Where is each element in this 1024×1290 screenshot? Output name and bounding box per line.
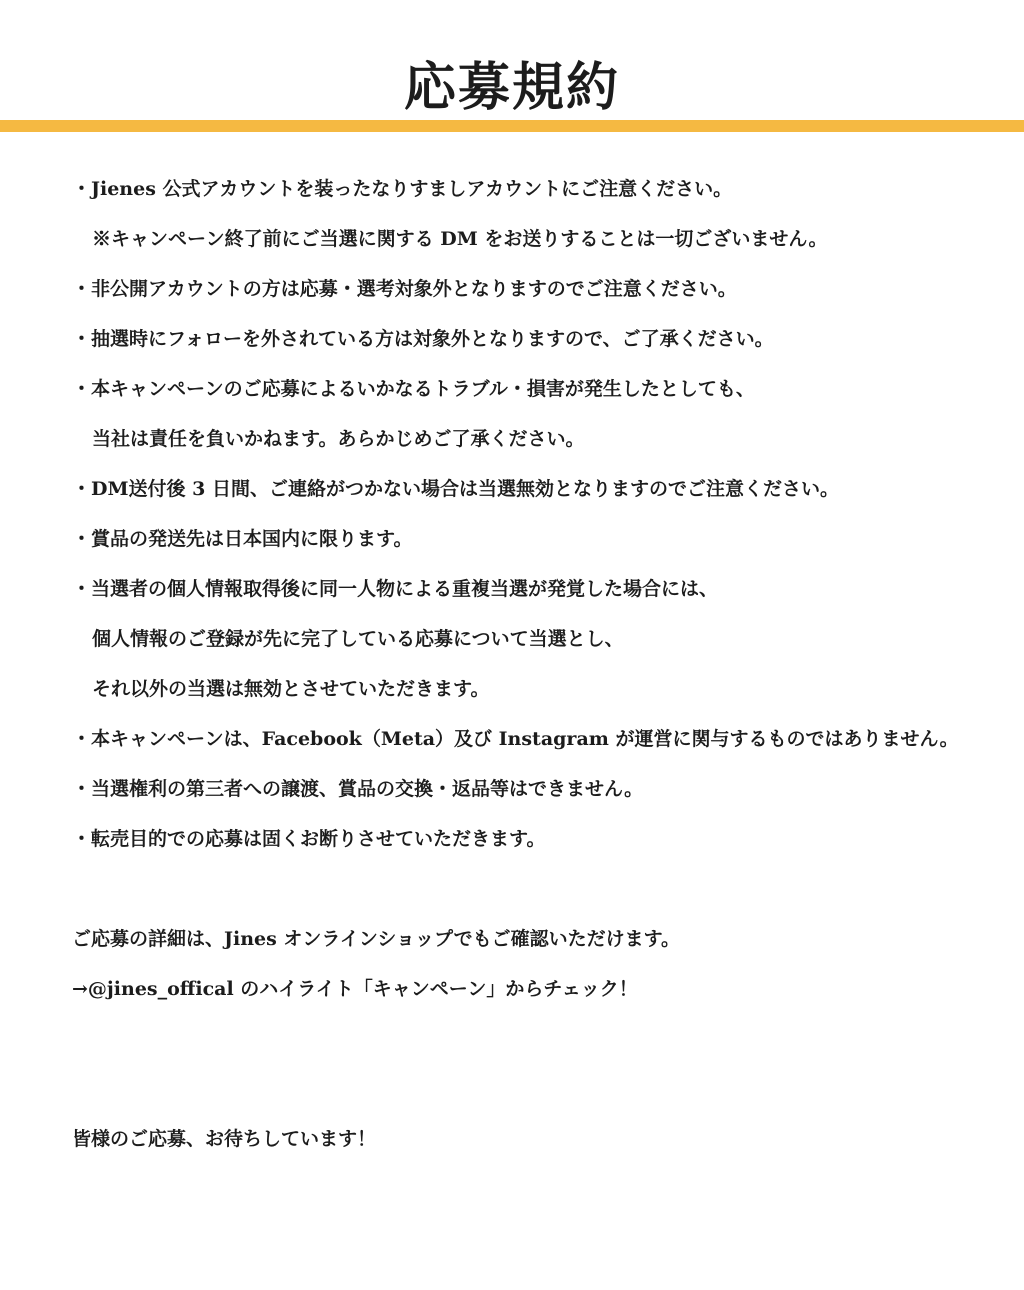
rule-line: ・非公開アカウントの方は応募・選考対象外となりますのでご注意ください。 <box>72 278 737 300</box>
highlight-link-text: →@jines_offical のハイライト「キャンペーン」からチェック！ <box>72 978 638 1000</box>
rule-line: ・本キャンペーンのご応募によるいかなるトラブル・損害が発生したとしても、 <box>72 378 755 400</box>
rule-line: ・転売目的での応募は固くお断りさせていただきます。 <box>72 828 546 850</box>
page-title: 応募規約 <box>403 57 620 118</box>
rule-line: ・賞品の発送先は日本国内に限ります。 <box>72 528 413 550</box>
rule-line: ・抽選時にフォローを外されている方は対象外となりますので、ご了承ください。 <box>72 328 774 350</box>
rule-line: ※キャンペーン終了前にご当選に関する DM をお送りすることは一切ございません。 <box>92 228 828 250</box>
closing-message: 皆様のご応募、お待ちしています！ <box>72 1128 377 1150</box>
details-text: ご応募の詳細は、Jines オンラインショップでもご確認いただけます。 <box>72 928 681 950</box>
rule-line: 当社は責任を負いかねます。あらかじめご了承ください。 <box>92 428 585 450</box>
rule-line: ・当選権利の第三者への譲渡、賞品の交換・返品等はできません。 <box>72 778 644 800</box>
rule-line: ・Jienes 公式アカウントを装ったなりすましアカウントにご注意ください。 <box>72 178 733 200</box>
rule-line: ・DM送付後 3 日間、ご連絡がつかない場合は当選無効となりますのでご注意ください。 <box>72 478 839 500</box>
rule-line: 個人情報のご登録が先に完了している応募について当選とし、 <box>92 628 624 650</box>
rule-line: それ以外の当選は無効とさせていただきます。 <box>92 678 490 700</box>
rule-line: ・本キャンペーンは、Facebook（Meta）及び Instagram が運営に関与するものではありません。 <box>72 728 959 750</box>
rule-line: ・当選者の個人情報取得後に同一人物による重複当選が発覚した場合には、 <box>72 578 719 600</box>
title-underline <box>0 120 1024 132</box>
rules-list <box>72 170 992 870</box>
info-block <box>72 920 992 1020</box>
